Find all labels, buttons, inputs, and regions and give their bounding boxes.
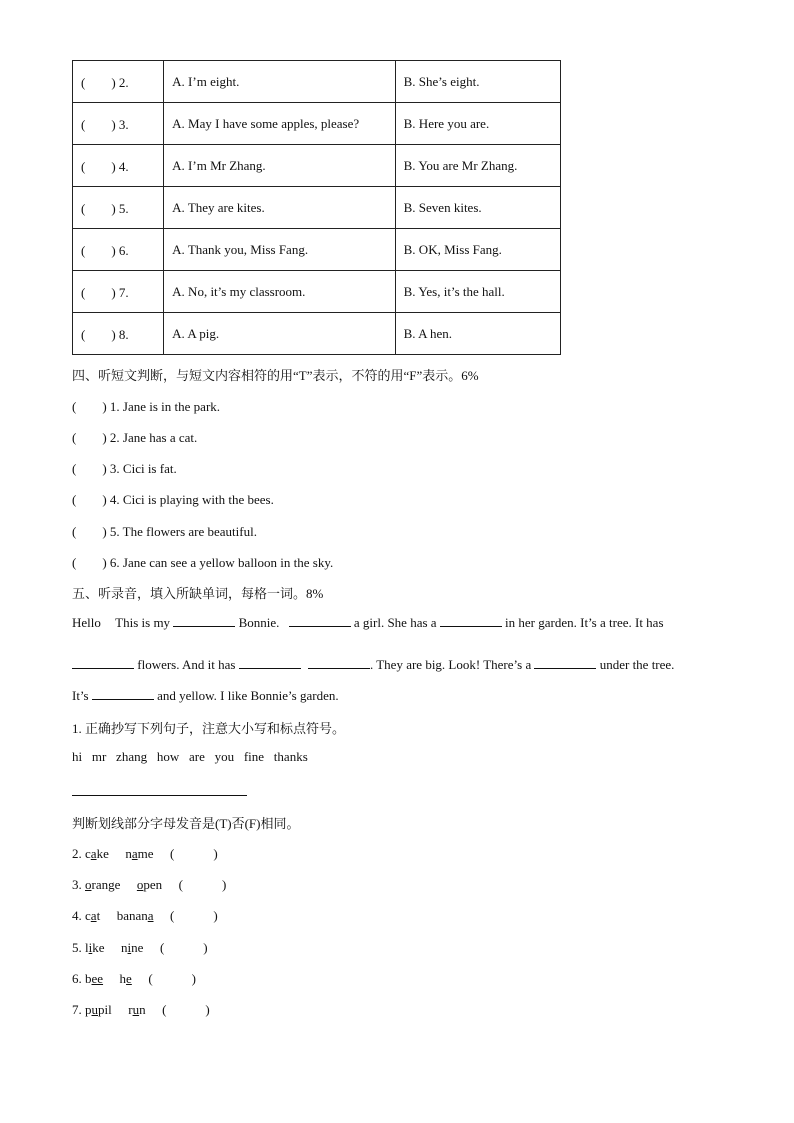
answer-blank[interactable] [72, 656, 134, 669]
option-a: A. I’m Mr Zhang. [164, 145, 395, 187]
passage-line-3 [72, 687, 339, 704]
passage-text: and yellow. I like Bonnie’s garden. [157, 688, 339, 703]
phonics-item: 3. orange open ( ) [72, 877, 227, 892]
question-number: ( ) 7. [73, 271, 164, 313]
answer-paren[interactable]: ( ) [178, 877, 227, 892]
answer-paren[interactable]: ( ) [162, 1002, 210, 1017]
passage-text: in her garden. It’s a tree. It has [505, 615, 664, 630]
answer-paren[interactable]: ( ) [170, 908, 218, 923]
option-a: A. Thank you, Miss Fang. [164, 229, 395, 271]
option-a: A. No, it’s my classroom. [164, 271, 395, 313]
option-a: A. A pig. [164, 313, 395, 355]
passage-text: Hello [72, 615, 101, 630]
option-b: B. Seven kites. [395, 187, 560, 229]
passage-line-1 [72, 614, 664, 631]
answer-paren[interactable]: ( ) [170, 846, 218, 861]
option-b: B. A hen. [395, 313, 560, 355]
passage-text: It’s [72, 688, 89, 703]
answer-blank[interactable] [239, 656, 301, 669]
question-number: ( ) 8. [73, 313, 164, 355]
passage-text: Bonnie. [238, 615, 280, 630]
answer-paren[interactable]: ( ) [148, 971, 196, 986]
passage-line-2: flowers. And it has . They are big. Look! There’s a under the tree. [72, 656, 674, 673]
passage-text: They are big. Look! There’s a [376, 657, 532, 672]
question-number: ( ) 4. [73, 145, 164, 187]
table-row [73, 313, 561, 355]
answer-paren[interactable]: ( ) [159, 940, 208, 955]
section4-heading: 四、听短文判断，与短文内容相符的用“T”表示，不符的用“F”表示。6% [72, 368, 479, 383]
section7-heading: 判断划线部分字母发音是(T)否(F)相同。 [72, 816, 300, 831]
passage-text: This is my [115, 615, 171, 630]
answer-blank[interactable] [289, 614, 351, 627]
option-b: B. OK, Miss Fang. [395, 229, 560, 271]
option-b: B. She’s eight. [395, 61, 560, 103]
phonics-item: 6. bee he ( ) [72, 971, 196, 986]
question-number: ( ) 5. [73, 187, 164, 229]
option-b: B. Yes, it’s the hall. [395, 271, 560, 313]
passage-text: under the tree. [599, 657, 675, 672]
judgment-item: ( ) 5. The flowers are beautiful. [72, 524, 257, 539]
answer-blank[interactable] [440, 614, 502, 627]
choice-table [72, 60, 561, 355]
section6-heading: 1. 正确抄写下列句子，注意大小写和标点符号。 [72, 721, 346, 736]
answer-blank[interactable] [173, 614, 235, 627]
judgment-item: ( ) 1. Jane is in the park. [72, 399, 221, 414]
table-row [73, 229, 561, 271]
answer-line[interactable] [72, 795, 247, 796]
table-row [73, 187, 561, 229]
table-row [73, 145, 561, 187]
phonics-item: 5. like nine ( ) [72, 940, 208, 955]
phonics-item: 2. cake name ( ) [72, 846, 218, 861]
table-row [73, 103, 561, 145]
question-number: ( ) 3. [73, 103, 164, 145]
passage-text: flowers. And it has [137, 657, 236, 672]
passage-text: a girl. She has a [353, 615, 437, 630]
judgment-item: ( ) 2. Jane has a cat. [72, 430, 198, 445]
option-b: B. Here you are. [395, 103, 560, 145]
answer-blank[interactable] [308, 656, 370, 669]
option-a: A. May I have some apples, please? [164, 103, 395, 145]
table-row [73, 61, 561, 103]
question-number: ( ) 6. [73, 229, 164, 271]
judgment-item: ( ) 3. Cici is fat. [72, 461, 177, 476]
phonics-item: 4. cat banana ( ) [72, 908, 218, 923]
table-row [73, 271, 561, 313]
option-b: B. You are Mr Zhang. [395, 145, 560, 187]
scrambled-words: hi mr zhang how are you fine thanks [72, 749, 308, 764]
answer-blank[interactable] [534, 656, 596, 669]
judgment-item: ( ) 6. Jane can see a yellow balloon in the sky. [72, 555, 334, 570]
question-number: ( ) 2. [73, 61, 164, 103]
phonics-item: 7. pupil run ( ) [72, 1002, 210, 1017]
option-a: A. They are kites. [164, 187, 395, 229]
section5-heading: 五、听录音，填入所缺单词，每格一词。8% [72, 586, 324, 601]
judgment-item: ( ) 4. Cici is playing with the bees. [72, 492, 274, 507]
answer-blank[interactable] [92, 687, 154, 700]
option-a: A. I’m eight. [164, 61, 395, 103]
